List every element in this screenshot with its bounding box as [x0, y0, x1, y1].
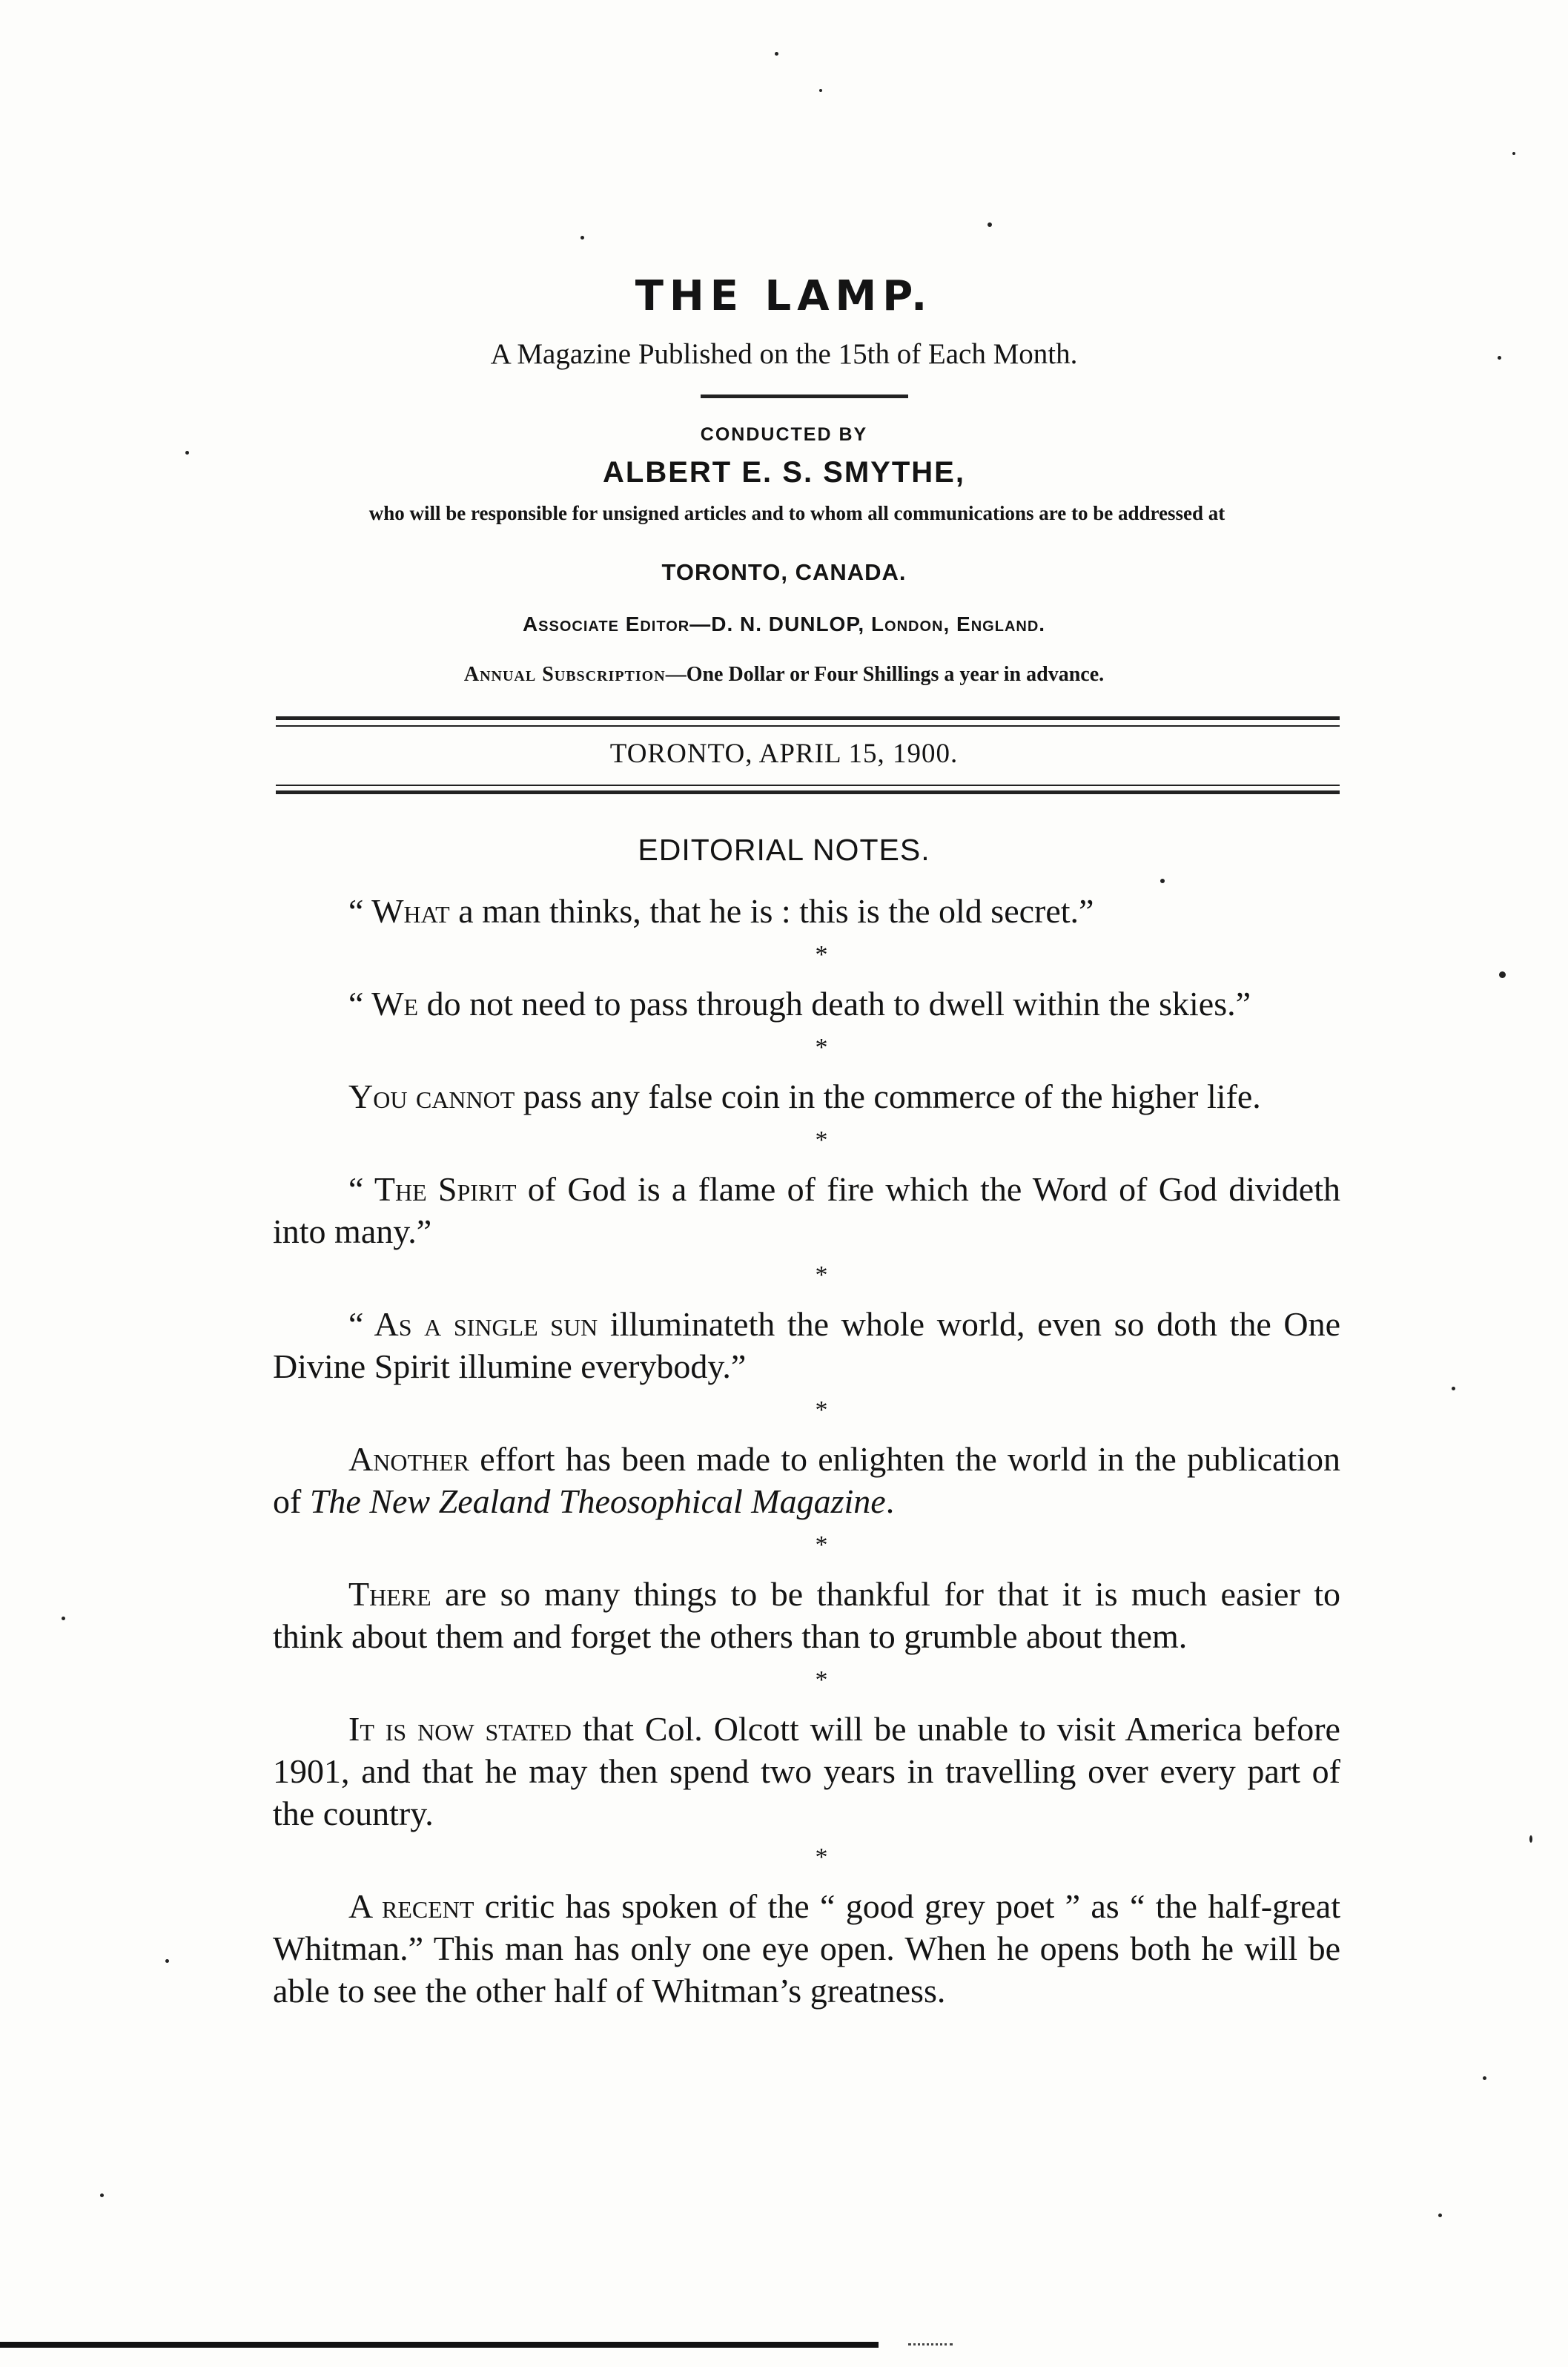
dateline-rule-bottom — [276, 790, 1340, 794]
note-tail: . — [885, 1482, 895, 1520]
note-separator: * — [815, 1531, 828, 1559]
note-text: do not need to pass through death to dwell within the skies.” — [418, 985, 1251, 1023]
scan-speck — [1438, 2214, 1442, 2217]
page-bottom-rule — [0, 2342, 879, 2348]
conducted-by-label: CONDUCTED BY — [700, 424, 868, 445]
note-separator: * — [815, 1261, 828, 1289]
subscription-text: —One Dollar or Four Shillings a year in advance. — [665, 663, 1105, 686]
note-lead: There — [348, 1575, 431, 1613]
magazine-title: THE LAMP. — [635, 272, 933, 320]
note-separator: * — [815, 1034, 828, 1061]
magazine-subtitle: A Magazine Published on the 15th of Each Month. — [490, 338, 1078, 370]
associate-editor: Associate Editor—D. N. DUNLOP, London, England. — [522, 613, 1046, 636]
note-lead: It is now stated — [348, 1710, 572, 1748]
scan-speck — [580, 236, 584, 240]
responsibility-note: who will be responsible for unsigned articles and to whom all communications are to be addressed at — [368, 502, 1225, 524]
note-text: are so many things to be thankful for that it is much easier to think about them and forget the others than to grumble about them. — [273, 1575, 1340, 1655]
journal-title: The New Zealand Theosophical Magazine — [309, 1482, 886, 1520]
note-lead: “ The Spirit — [348, 1170, 517, 1208]
note-lead: A recent — [348, 1887, 474, 1925]
note-text: effort has been made to enlighten the world in the publication of — [273, 1440, 1340, 1520]
section-heading: EDITORIAL NOTES. — [638, 833, 930, 867]
scan-speck — [100, 2193, 104, 2197]
scan-speck — [1160, 879, 1165, 883]
editorial-note — [273, 1303, 1340, 1387]
scan-speck — [62, 1617, 65, 1620]
subscription-line — [0, 664, 1568, 685]
editorial-note — [273, 1708, 1340, 1835]
page-bottom-dots — [908, 2343, 953, 2345]
editorial-note — [273, 983, 1340, 1025]
note-lead: “ We — [348, 985, 419, 1023]
note-text: illuminateth the whole world, even so doth the One Divine Spirit illumine everybody.” — [273, 1305, 1340, 1385]
editorial-note — [273, 1168, 1340, 1252]
note-separator: * — [815, 1666, 828, 1694]
editorial-note — [273, 1885, 1340, 2012]
editorial-notes — [273, 890, 1340, 2012]
scan-speck — [165, 1959, 169, 1963]
dateline-rule-bottom-thin — [276, 785, 1340, 786]
note-separator: * — [815, 1396, 828, 1424]
note-separator: * — [815, 1843, 828, 1871]
scan-speck — [819, 89, 822, 92]
scan-speck — [1483, 2076, 1486, 2080]
scan-speck — [1512, 152, 1515, 155]
note-separator: * — [815, 941, 828, 968]
note-text: of God is a flame of fire which the Word of God divideth into many.” — [273, 1170, 1340, 1250]
note-text: that Col. Olcott will be unable to visit America before 1901, and that he may then spend two years in travelling over every part of the country. — [273, 1710, 1340, 1832]
note-text: a man thinks, that he is : this is the old secret.” — [449, 892, 1094, 930]
masthead-divider — [701, 394, 908, 398]
scan-speck — [1452, 1387, 1455, 1390]
editorial-note — [273, 890, 1340, 932]
editorial-note — [273, 1438, 1340, 1522]
note-text: critic has spoken of the “ good grey poet ” as “ the half-great Whitman.” This man has only one eye open. When he opens both he will be able to see the other half of Whitman’s greatness. — [273, 1887, 1340, 2010]
scan-speck — [988, 222, 992, 227]
note-lead: “ What — [348, 892, 450, 930]
issue-dateline: TORONTO, APRIL 15, 1900. — [609, 739, 959, 769]
note-lead: “ As a single sun — [348, 1305, 598, 1343]
dateline-rule-top — [276, 716, 1340, 720]
editorial-note — [273, 1573, 1340, 1657]
subscription-label: Annual Subscription — [463, 663, 666, 686]
scan-speck — [1529, 1835, 1532, 1843]
editorial-note — [273, 1075, 1340, 1118]
scan-speck — [775, 52, 778, 56]
editorial-address: TORONTO, CANADA. — [661, 559, 907, 585]
note-lead: Another — [348, 1440, 469, 1478]
note-lead: You cannot — [348, 1077, 515, 1115]
editor-name: ALBERT E. S. SMYTHE, — [603, 456, 965, 489]
dateline-rule-top-thin — [276, 725, 1340, 727]
note-separator: * — [815, 1126, 828, 1154]
scan-speck — [185, 451, 189, 455]
scan-speck — [1499, 971, 1506, 978]
note-text: pass any false coin in the commerce of the higher life. — [515, 1077, 1261, 1115]
